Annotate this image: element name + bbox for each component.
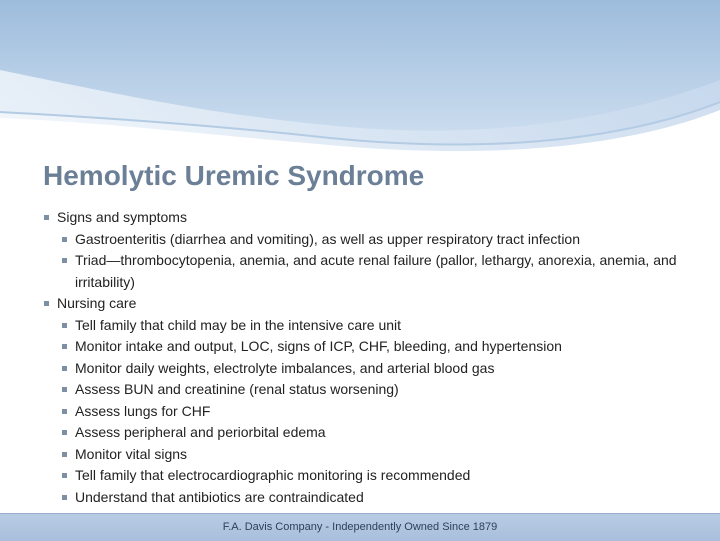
sub-bullet-item: [44, 379, 694, 401]
sub-bullet-item: [44, 401, 694, 423]
bullet-text: Gastroenteritis (diarrhea and vomiting), as well as upper respiratory tract infection: [75, 230, 580, 247]
bullet-item: [44, 207, 694, 229]
bullet-marker: [44, 215, 49, 220]
sub-bullet-item: [44, 444, 694, 466]
bullet-text: Monitor daily weights, electrolyte imbalances, and arterial blood gas: [75, 359, 495, 376]
sub-bullet-item: [44, 229, 694, 251]
bullet-marker: [62, 495, 67, 500]
bullet-marker: [62, 237, 67, 242]
bullet-text: Triad—thrombocytopenia, anemia, and acute renal failure (pallor, lethargy, anorexia, anemia, and irritability): [75, 252, 677, 290]
bullet-marker: [62, 323, 67, 328]
bullet-item: [44, 293, 694, 315]
header-wave-graphic: [0, 0, 720, 170]
bullet-marker: [44, 301, 49, 306]
bullet-text: Signs and symptoms: [57, 209, 187, 225]
sub-bullet-item: [44, 422, 694, 444]
bullet-marker: [62, 387, 67, 392]
bullet-list: [44, 207, 694, 508]
bullet-marker: [62, 344, 67, 349]
sub-bullet-item: [44, 465, 694, 487]
bullet-text: Monitor intake and output, LOC, signs of ICP, CHF, bleeding, and hypertension: [75, 338, 562, 354]
bullet-text: Nursing care: [57, 295, 137, 311]
bullet-marker: [62, 258, 67, 263]
bullet-marker: [62, 452, 67, 457]
bullet-text: Tell family that electrocardiographic monitoring is recommended: [75, 467, 471, 483]
bullet-marker: [62, 409, 67, 414]
slide-title: Hemolytic Uremic Syndrome: [43, 160, 425, 191]
sub-bullet-item: [44, 336, 694, 358]
bullet-text: Assess lungs for CHF: [75, 402, 211, 419]
bullet-marker: [62, 430, 67, 435]
footer-text: F.A. Davis Company - Independently Owned Since 1879: [222, 521, 498, 533]
footer-bar: [0, 513, 720, 541]
sub-bullet-item: [44, 358, 694, 380]
sub-bullet-item: [44, 315, 694, 337]
bullet-text: Monitor vital signs: [75, 445, 188, 462]
sub-bullet-item: [44, 487, 694, 509]
bullet-marker: [62, 473, 67, 478]
bullet-marker: [62, 366, 67, 371]
bullet-text: Assess BUN and creatinine (renal status worsening): [75, 381, 399, 397]
bullet-text: Understand that antibiotics are contraindicated: [75, 488, 364, 505]
bullet-text: Tell family that child may be in the intensive care unit: [75, 316, 402, 333]
sub-bullet-item: [44, 250, 694, 293]
bullet-text: Assess peripheral and periorbital edema: [75, 424, 326, 440]
